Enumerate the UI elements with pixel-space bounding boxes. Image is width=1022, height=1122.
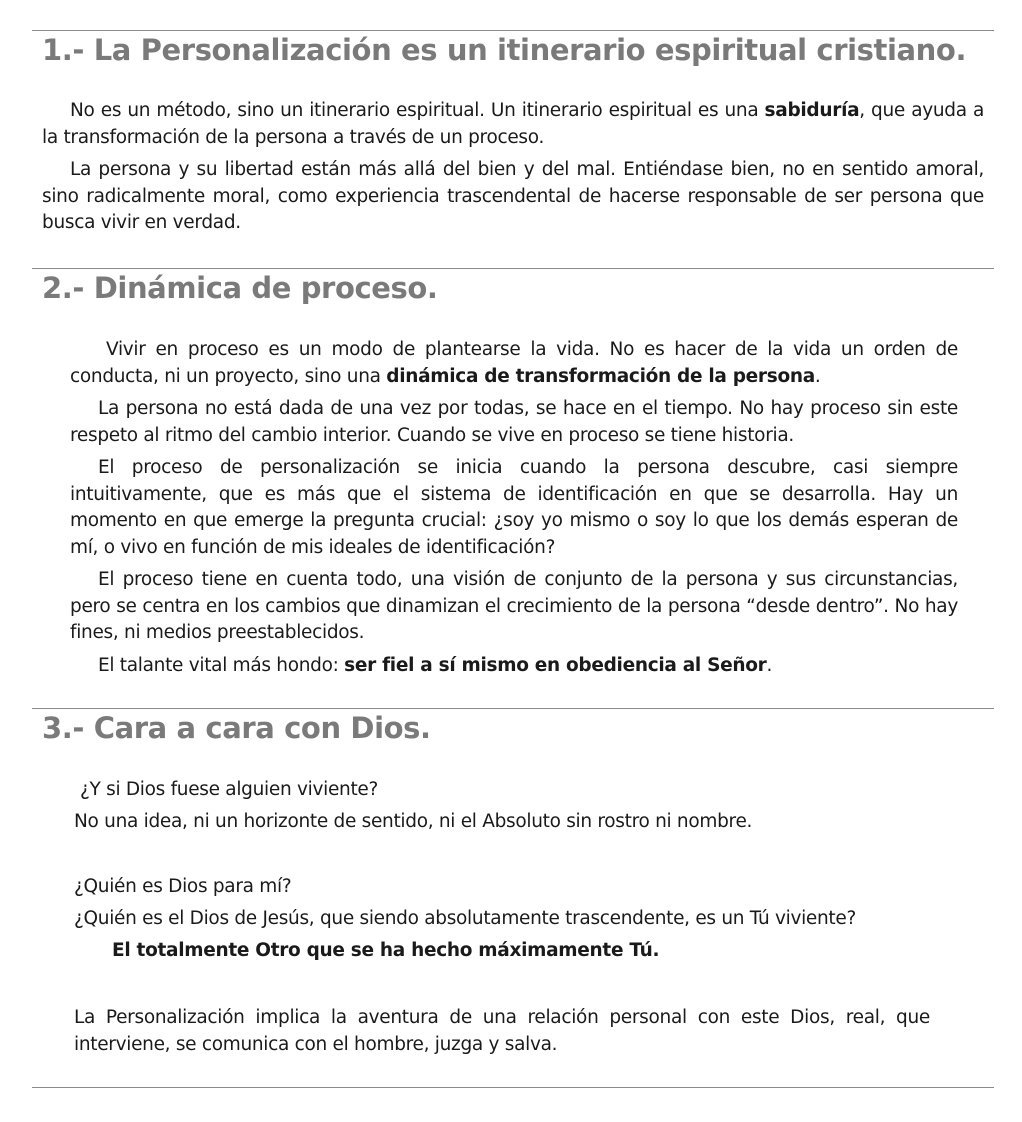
bottom-rule [32,1087,994,1088]
question-god-of-jesus: ¿Quién es el Dios de Jesús, que siendo absolutamente trascendente, es un Tú viviente? [74,908,856,929]
section-1-paragraph-2: La persona y su libertad están más allá del bien y del mal. Entiéndase bien, no en sentido amoral, sino radicalmente moral, como experiencia trascendental de hacerse responsable de ser persona que busca vivir en verdad. [42,159,984,233]
keyword-sabiduria: sabiduría [764,100,860,121]
section-3-heading: 3.- Cara a cara con Dios. [42,711,431,745]
keyword-dinamica: dinámica de transformación de la persona [386,365,815,387]
section-2-top-rule [32,268,994,269]
section-2-paragraph-4: El proceso tiene en cuenta todo, una visión de conjunto de la persona y sus circunstancias, pero se centra en los cambios que dinamizan el crecimiento de la persona “desde dentro”. No hay fines, ni medios preestablecidos. [70,569,958,643]
section-3-closing-paragraph: La Personalización implica la aventura de una relación personal con este Dios, real, que interviene, se comunica con el hombre, juzga y salva. [74,1007,930,1055]
keyword-ser-fiel: ser fiel a sí mismo en obediencia al Señor [344,654,767,676]
section-1-paragraph-1: No es un método, sino un itinerario espiritual. Un itinerario espiritual es una sabiduría, que ayuda a la transformación de la persona a través de un proceso. [42,100,984,148]
section-1-top-rule [32,30,994,31]
section-1-body [42,98,984,237]
question-who-is-god: ¿Quién es Dios para mí? [74,876,292,897]
section-2-paragraph-2: La persona no está dada de una vez por todas, se hace en el tiempo. No hay proceso sin este respeto al ritmo del cambio interior. Cuando se vive en proceso se tiene historia. [70,398,958,446]
section-1-heading: 1.- La Personalización es un itinerario espiritual cristiano. [42,33,967,67]
section-2-paragraph-1: Vivir en proceso es un modo de plantearse la vida. No es hacer de la vida un orden de conducta, ni un proyecto, sino una dinámica de transformación de la persona. [70,339,958,387]
section-3-closing [74,1005,930,1058]
section-3-top-rule [32,708,994,709]
section-2-heading: 2.- Dinámica de proceso. [42,271,438,305]
section-2-body [70,337,958,679]
section-2-paragraph-5: El talante vital más hondo: ser fiel a sí mismo en obediencia al Señor. [98,654,773,676]
section-2-paragraph-3: El proceso de personalización se inicia cuando la persona descubre, casi siempre intuitivamente, que es más que el sistema de identificación en que se desarrolla. Hay un momento en que emerge la pregunta crucial: ¿soy yo mismo o soy lo que los demás esperan de mí, o vivo en función de mis ideales de identificación? [70,457,958,558]
statement-totally-other: El totalmente Otro que se ha hecho máximamente Tú. [112,940,660,961]
statement-not-idea: No una idea, ni un horizonte de sentido, ni el Absoluto sin rostro ni nombre. [74,811,753,832]
question-alive-god: ¿Y si Dios fuese alguien viviente? [80,779,379,800]
